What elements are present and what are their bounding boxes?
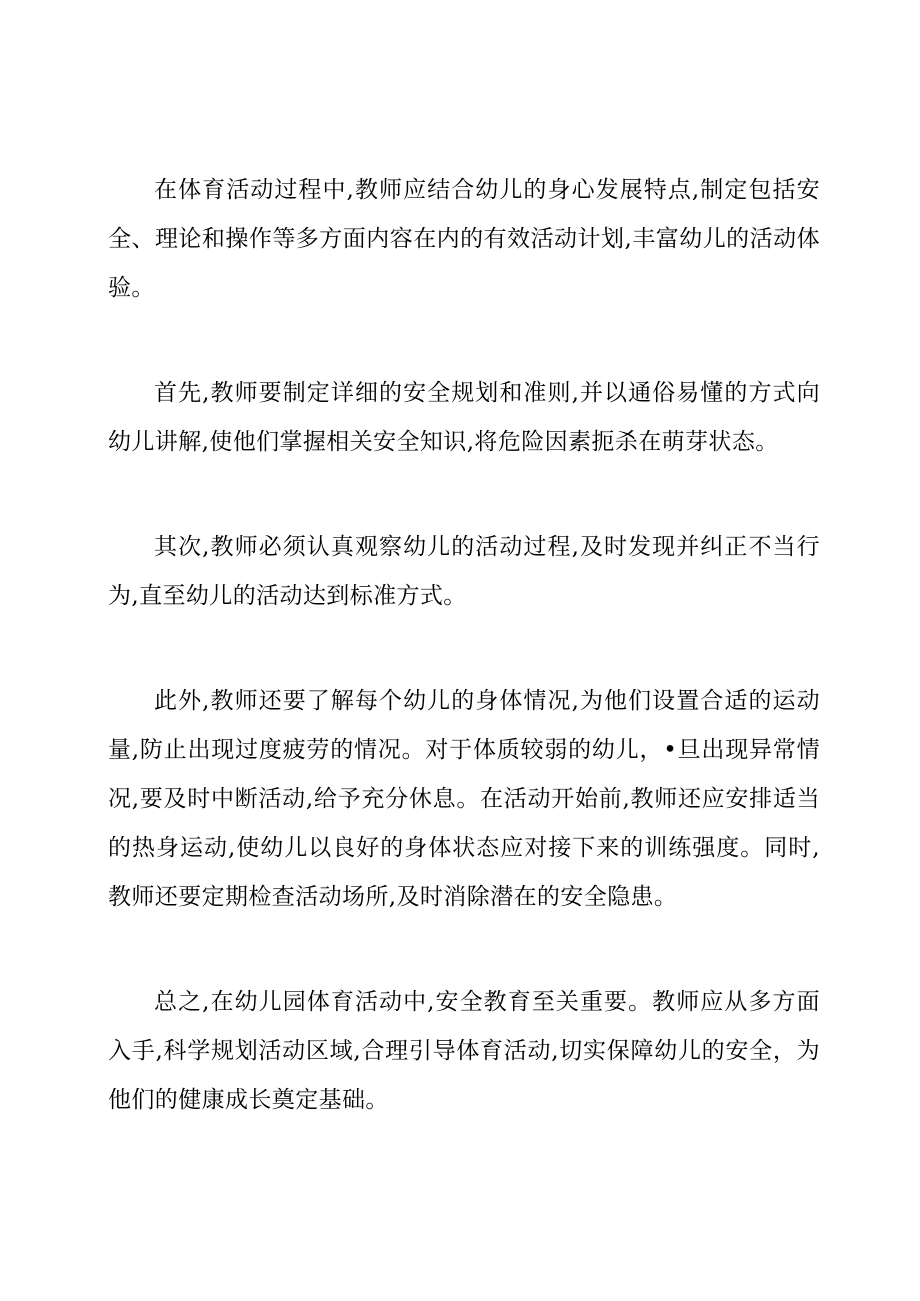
paragraph-second: 其次,教师必须认真观察幼儿的活动过程,及时发现并纠正不当行为,直至幼儿的活动达到标准方式。 — [108, 534, 820, 609]
paragraph-intro: 在体育活动过程中,教师应结合幼儿的身心发展特点,制定包括安全、理论和操作等多方面内容在内的有效活动计划,丰富幼儿的活动体验。 — [108, 177, 820, 301]
paragraph-conclusion: 总之,在幼儿园体育活动中,安全教育至关重要。教师应从多方面入手,科学规划活动区域,合理引导体育活动,切实保障幼儿的安全，为他们的健康成长奠定基础。 — [108, 989, 820, 1113]
paragraph-first: 首先,教师要制定详细的安全规划和准则,并以通俗易懂的方式向幼儿讲解,使他们掌握相关安全知识,将危险因素扼杀在萌芽状态。 — [108, 380, 820, 455]
paragraph-additionally: 此外,教师还要了解每个幼儿的身体情况,为他们设置合适的运动量,防止出现过度疲劳的情况。对于体质较弱的幼儿，•旦出现异常情况,要及时中断活动,给予充分休息。在活动开始前,教师还应安排适当的热身运动,使幼儿以良好的身体状态应对接下来的训练强度。同时,教师还要定期检查活动场所,及时消除潜在的安全隐患。 — [108, 688, 820, 910]
document-body — [108, 166, 820, 1125]
